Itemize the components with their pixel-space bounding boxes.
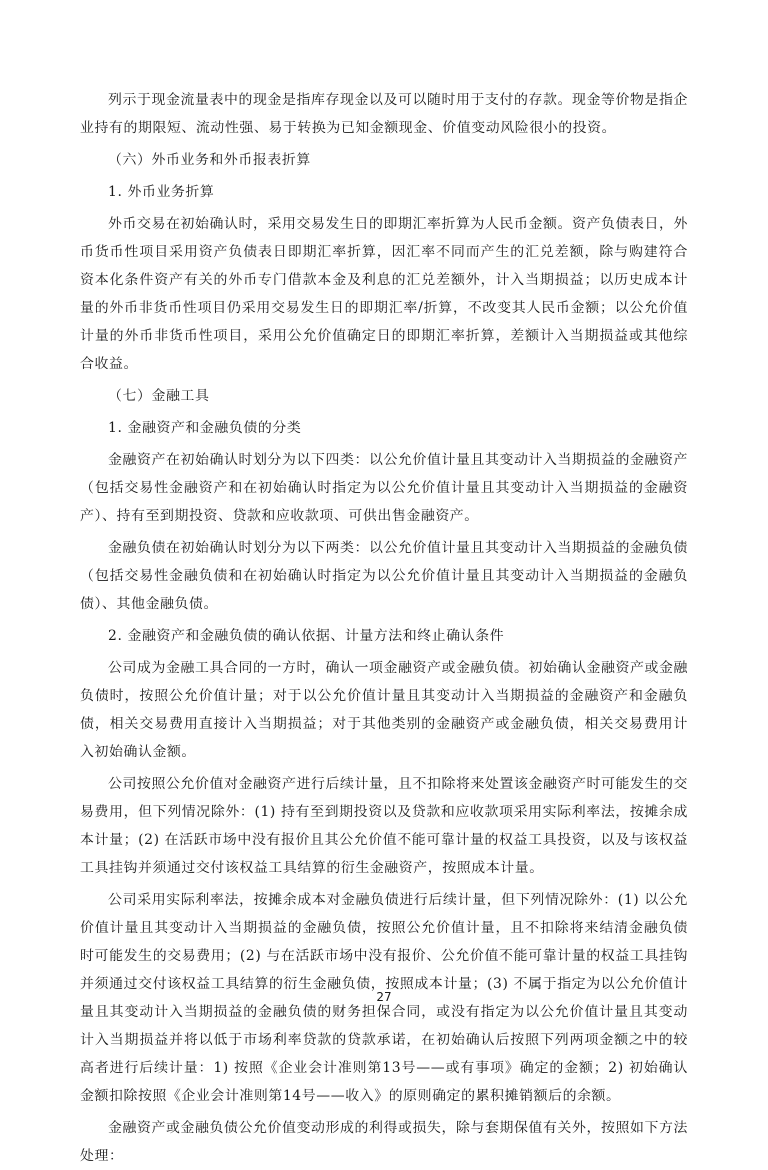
section-heading-foreign-currency: （六）外币业务和外币报表折算 [108,152,311,168]
subheading-recognition-measurement: 2. 金融资产和金融负债的确认依据、计量方法和终止确认条件 [108,628,505,644]
paragraph-initial-recognition: 公司成为金融工具合同的一方时，确认一项金融资产或金融负债。初始确认金融资产或金融负债时，按照公允价值计量；对于以公允价值计量且其变动计入当期损益的金融资产和金融负债，相关交易费用直接计入当期损益；对于其他类别的金融资产或金融负债，相关交易费用计入初始确认金额。 [80,660,688,760]
paragraph-financial-liabilities-classification: 金融负债在初始确认时划分为以下两类：以公允价值计量且其变动计入当期损益的金融负债（包括交易性金融负债和在初始确认时指定为以公允价值计量且其变动计入当期损益的金融负债）、其他金融负债。 [80,540,688,612]
document-body [80,86,688,1170]
paragraph-liability-subsequent-measurement: 公司采用实际利率法，按摊余成本对金融负债进行后续计量，但下列情况除外：(1) 以公允价值计量且其变动计入当期损益的金融负债，按照公允价值计量，且不扣除将来结清金融负债时可能发生的交易费用；(2) 与在活跃市场中没有报价、公允价值不能可靠计量的权益工具挂钩并须通过交付该权益工具结算的衍生金融负债，按照成本计量；(3) 不属于指定为以公允价值计量且其变动计入当期损益的金融负债的财务担保合同，或没有指定为以公允价值计量且其变动计入当期损益并将以低于市场利率贷款的贷款承诺，在初始确认后按照下列两项金额之中的较高者进行后续计量：1) 按照《企业会计准则第13号——或有事项》确定的金额；2) 初始确认金额扣除按照《企业会计准则第14号——收入》的原则确定的累积摊销额后的余额。 [80,892,688,1104]
paragraph-asset-subsequent-measurement: 公司按照公允价值对金融资产进行后续计量，且不扣除将来处置该金融资产时可能发生的交易费用，但下列情况除外：(1) 持有至到期投资以及贷款和应收款项采用实际利率法，按摊余成本计量；(2) 在活跃市场中没有报价且其公允价值不能可靠计量的权益工具投资，以及与该权益工具挂钩并须通过交付该权益工具结算的衍生金融资产，按照成本计量。 [80,776,688,876]
paragraph-cash-definition: 列示于现金流量表中的现金是指库存现金以及可以随时用于支付的存款。现金等价物是指企业持有的期限短、流动性强、易于转换为已知金额现金、价值变动风险很小的投资。 [80,92,688,136]
paragraph-financial-assets-classification: 金融资产在初始确认时划分为以下四类：以公允价值计量且其变动计入当期损益的金融资产（包括交易性金融资产和在初始确认时指定为以公允价值计量且其变动计入当期损益的金融资产）、持有至到期投资、贷款和应收款项、可供出售金融资产。 [80,452,688,524]
paragraph-foreign-currency-translation: 外币交易在初始确认时，采用交易发生日的即期汇率折算为人民币金额。资产负债表日，外币货币性项目采用资产负债表日即期汇率折算，因汇率不同而产生的汇兑差额，除与购建符合资本化条件资产有关的外币专门借款本金及利息的汇兑差额外，计入当期损益；以历史成本计量的外币非货币性项目仍采用交易发生日的即期汇率/折算，不改变其人民币金额；以公允价值计量的外币非货币性项目，采用公允价值确定日的即期汇率折算，差额计入当期损益或其他综合收益。 [80,216,688,372]
subheading-classification: 1. 金融资产和金融负债的分类 [108,420,302,436]
subheading-foreign-currency-translation: 1. 外币业务折算 [108,184,215,200]
paragraph-fair-value-changes: 金融资产或金融负债公允价值变动形成的利得或损失，除与套期保值有关外，按照如下方法处理： [80,1120,688,1164]
page-number: 27 [376,990,392,1004]
section-heading-financial-instruments: （七）金融工具 [108,388,210,404]
